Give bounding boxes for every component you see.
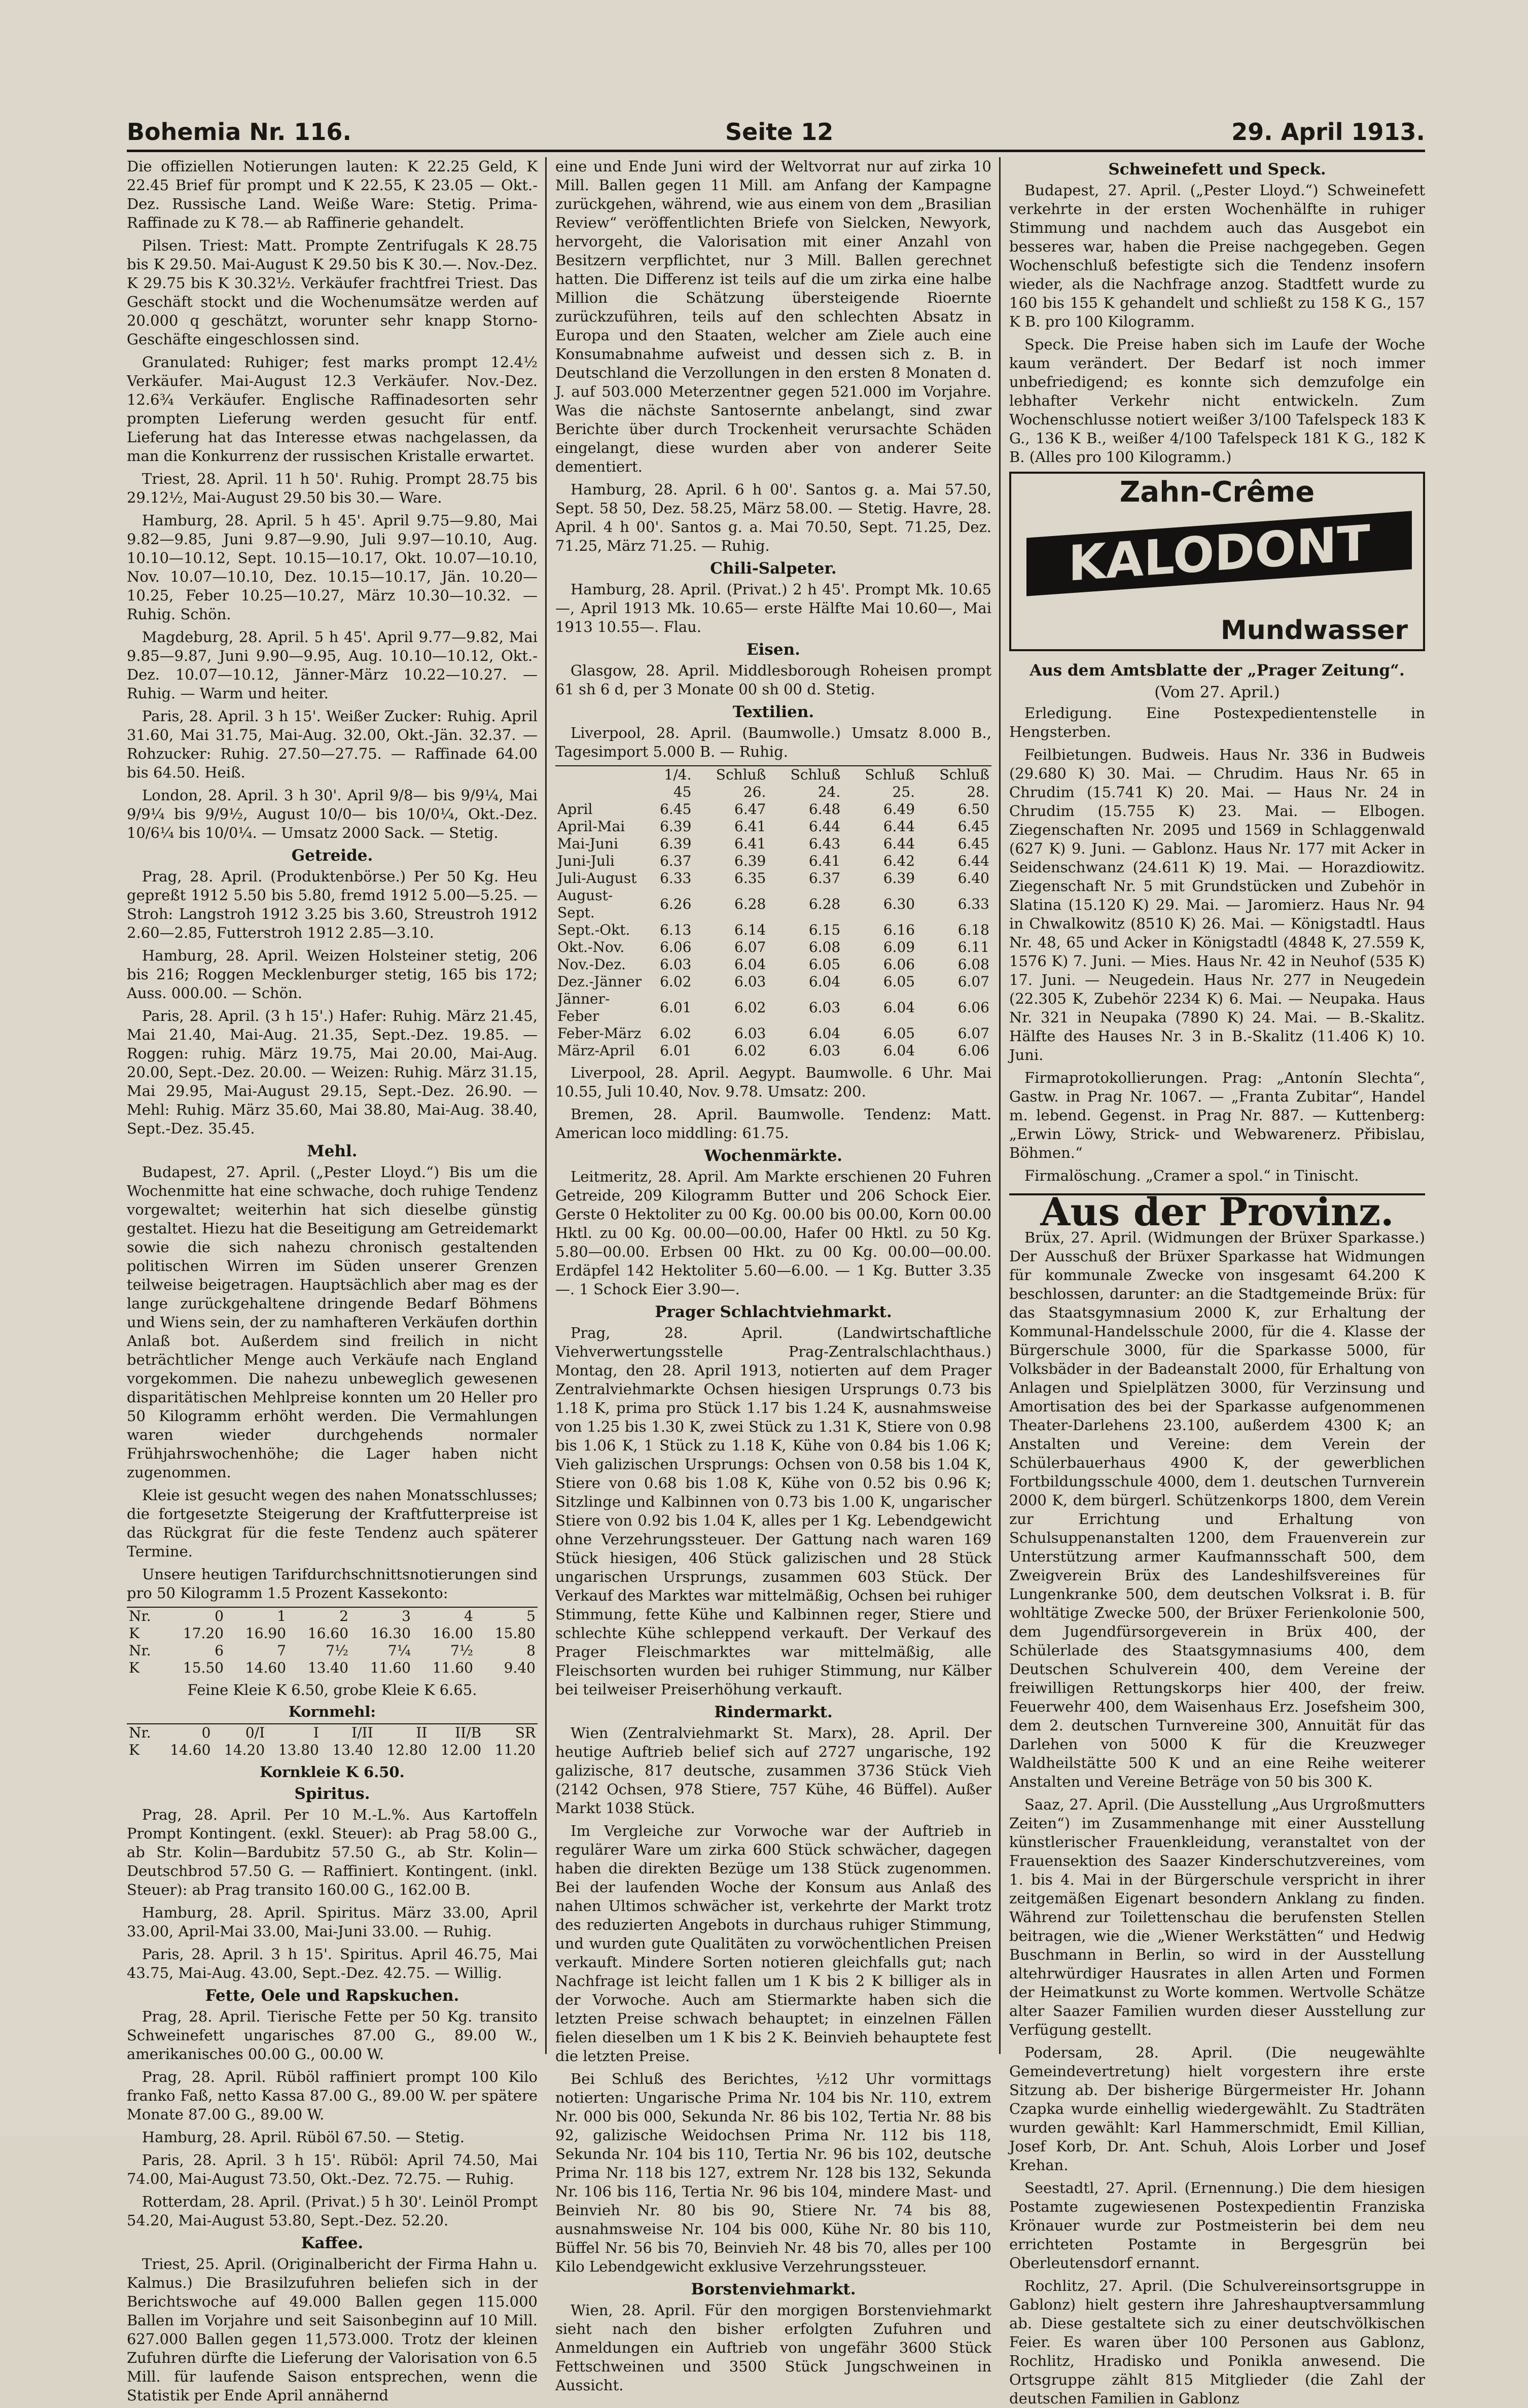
table-row [555, 853, 991, 870]
table-cell: 6.44 [883, 835, 915, 852]
article-paragraph: Triest, 28. April. 11 h 50'. Ruhig. Prompt 28.75 bis 29.12½, Mai-August 29.50 bis 30.— Ware. [127, 470, 538, 506]
table-cell: 6.50 [957, 801, 989, 818]
article-paragraph: Prag, 28. April. (Landwirtschaftliche Viehverwertungsstelle Prag-Zentralschlachthaus.) Montag, den 28. April 1913, notierten auf dem Prager Zentralviehmarkte Ochsen hiesigen Ursprungs 0.73 bis 1.18 K, prima pro Stück 1.17 bis 1.24 K, ausnahmsweise von 1.25 bis 1.30 K, zwei Stück zu 1.31 K, Stiere von 0.98 bis 1.06 K, 1 Stück zu 1.18 K, Kühe von 0.84 bis 1.06 K; Vieh galizischen Ursprungs: Ochsen von 0.58 bis 1.04 K, Stiere von 0.68 bis 1.08 K, Kühe von 0.52 bis 0.96 K; Sitzlinge und Kalbinnen von 0.73 bis 1.00 K, ungarischer Stiere von 0.92 bis 1.04 K, alles per 1 Kg. Lebendgewicht ohne Verzehrungssteuer. Der Gattung nach waren 169 Stück hiesigen, 406 Stück galizischen und 28 Stück ungarischen Ursprungs, zusammen 603 Stück. Der Verkauf des Marktes war mittelmäßig, Ochsen bei ruhiger Stimmung, fette Kühe und Kalbinnen reger, Stiere und schlechte Kühe schleppend verkauft. Der Verkauf des Prager Fleischmarktes war mittelmäßig, alle Fleischsorten wurden bei ruhiger Stimmung, nur Kälber bei teilweiser Preiserhöhung verkauft. [555, 1324, 991, 1698]
table-cell: 6.39 [660, 835, 692, 852]
article-paragraph: Seestadtl, 27. April. (Ernennung.) Die dem hiesigen Postamte zugewiesenen Postexpedientin Franziska Krönauer wurde zur Postmeisterin bei dem neu errichteten Postamte in Bergesgrün bei Oberleutensdorf ernannt. [1009, 2179, 1425, 2272]
article-paragraph: Unsere heutigen Tarifdurchschnittsnotierungen sind pro 50 Kilogramm 1.5 Prozent Kassekonto: [127, 1566, 538, 1602]
table-row: K 14.60 14.20 13.80 13.40 12.80 12.00 11.20 [129, 1742, 536, 1758]
table-cell: 6.47 [734, 801, 766, 818]
table-cell: 6.45 [957, 818, 989, 835]
table-cell: 6.04 [883, 999, 915, 1016]
table-cell: 6.28 [808, 896, 841, 912]
table-row: Nr. 0 1 2 3 4 5 [127, 1607, 538, 1625]
table-cell: 6.26 [660, 896, 692, 912]
table-cell: 6.08 [808, 939, 841, 955]
article-paragraph: Budapest, 27. April. („Pester Lloyd.“) Bis um die Wochenmitte hat eine schwache, doch ruhige Tendenz vorgewaltet; weiterhin hat sich dieselbe günstig gestaltet. Hiezu hat die Beseitigung am Getreidemarkt sowie die sich nahezu chronisch gestaltenden politischen Wirren im Süden unserer Grenzen teilweise beigetragen. Hauptsächlich aber mag es der lange zurückgehaltene dringende Bedarf Böhmens und Wiens sein, der zu namhafteren Verkäufen dorthin Anlaß bot. Außerdem sind freilich in nicht beträchtlicher Menge auch Verkäufe nach England vorgekommen. Die nahezu unbeweglich gewesenen disparitätischen Mehlpreise konnten um 20 Heller pro 50 Kilogramm erhöht werden. Die Vermahlungen waren wieder durchgehends normaler Frühjahrswochenhöhe; die Lager haben nicht zugenommen. [127, 1163, 538, 1481]
column-left [127, 157, 538, 2404]
section-heading: Spiritus. [294, 1785, 370, 1803]
table-cell: 6.02 [660, 1025, 692, 1042]
column-middle [555, 157, 991, 2394]
section-heading: Schweinefett und Speck. [1108, 160, 1326, 179]
table-cell: 6.39 [734, 853, 766, 869]
table-cell: 6.15 [808, 922, 841, 938]
article-paragraph: Speck. Die Preise haben sich im Laufe der Woche kaum verändert. Der Bedarf ist noch immer unbefriedigend; es konnte sich demzufolge ein lebhafter Verkehr nicht entwickeln. Zum Wochenschlusse notiert weißer 3/100 Tafelspeck 183 K G., 136 K B., weißer 4/100 Tafelspeck 181 K G., 182 K B. (Alles pro 100 Kilogramm.) [1009, 336, 1425, 466]
table-row [555, 990, 991, 1025]
section-heading: Mehl. [307, 1142, 358, 1160]
article-paragraph: Liverpool, 28. April. Aegypt. Baumwolle. 6 Uhr. Mai 10.55, Juli 10.40, Nov. 9.78. Umsatz: 200. [555, 1064, 991, 1100]
section-heading: Kaffee. [301, 2234, 364, 2252]
column-divider [999, 157, 1001, 2054]
table-cell: 6.03 [734, 973, 766, 990]
article-paragraph: Pilsen. Triest: Matt. Prompte Zentrifugals K 28.75 bis K 29.50. Mai-August K 29.50 bis K 30.—. Nov.-Dez. K 29.75 bis K 30.32½. Verkäufer frachtfrei Triest. Das Geschäft stockt und die Wochenumsätze werden auf 20.000 q geschätzt, worunter sehr knapp Storno-Geschäfte eingeschlossen sind. [127, 237, 538, 348]
article-paragraph: Prag, 28. April. Tierische Fette per 50 Kg. transito Schweinefett ungarisches 87.00 G., 89.00 W., amerikanisches 00.00 G., 00.00 W. [127, 2008, 538, 2063]
article-paragraph: Liverpool, 28. April. (Baumwolle.) Umsatz 8.000 B., Tagesimport 5.000 B. — Ruhig. [555, 724, 991, 760]
table-row: K 15.50 14.60 13.40 11.60 11.60 9.40 [129, 1659, 536, 1676]
article-paragraph: Wien, 28. April. Für den morgigen Borstenviehmarkt sieht nach den bisher erfolgten Zufuhren und Anmeldungen ein Auftrieb von ungefähr 3600 Stück Fettschweinen und 3500 Stück Jungschweinen in Aussicht. [555, 2301, 991, 2394]
article-paragraph: Firmalöschung. „Cramer a spol.“ in Tinischt. [1024, 1167, 1359, 1184]
table-caption: Feine Kleie K 6.50, grobe Kleie K 6.65. [187, 1681, 477, 1698]
table-cell: 6.08 [957, 956, 989, 973]
article-paragraph: Firmaprotokollierungen. Prag: „Antonín Slechta“, Gastw. in Prag Nr. 1067. — „Franta Zubitar“, Handel m. lebend. Gegenst. in Prag Nr. 887. — Kuttenberg: „Erwin Löwy, Strick- und Webwarenerz. Přibislau, Böhmen.“ [1009, 1069, 1425, 1161]
article-paragraph: Rochlitz, 27. April. (Die Schulvereinsortsgruppe in Gablonz) hielt gestern ihre Jahreshauptversammlung ab. Diese gestaltete sich zu einer deutschvölkischen Feier. Es waren über 100 Personen aus Gablonz, Rochlitz, Hradisko und Ponikla anwesend. Die Ortsgruppe zählt 815 Mitglieder (die Zahl der deutschen Familien in Gablonz [1009, 2277, 1425, 2407]
table-cell: 6.35 [734, 870, 766, 887]
table-cell: 6.33 [957, 896, 989, 912]
kalodont-advertisement [1009, 472, 1425, 651]
article-paragraph: Granulated: Ruhiger; fest marks prompt 12.4½ Verkäufer. Mai-August 12.3 Verkäufer. Nov.-Dez. 12.6¾ Verkäufer. Englische Raffinadesorten sehr prompten Lieferung werden gesucht für entf. Lieferung hat das Interesse etwas nachgelassen, da man die Konkurrenz der russischen Kristalle erwartet. [127, 353, 538, 465]
table-cell: 6.28 [734, 896, 766, 912]
article-paragraph: Prag, 28. April. (Produktenbörse.) Per 50 Kg. Heu gepreßt 1912 5.50 bis 5.80, fremd 1912 5.00—5.25. — Stroh: Langstroh 1912 3.25 bis 3.60, Streustroh 1912 2.60—2.85, Futterstroh 1912 2.85—3.10. [127, 868, 538, 941]
table-cell: 6.06 [883, 956, 915, 973]
section-heading: Getreide. [291, 846, 373, 865]
table-cell: 6.05 [883, 1025, 915, 1042]
table-cell: 6.03 [808, 999, 841, 1016]
rye-flour-table [127, 1723, 538, 1759]
table-cell: 6.16 [883, 922, 915, 938]
article-paragraph: Brüx, 27. April. (Widmungen der Brüxer Sparkasse.) Der Ausschuß der Brüxer Sparkasse hat Widmungen für kommunale Zwecke von insgesamt 64.200 K beschlossen, darunter: an die Stadtgemeinde Brüx: für das Staatsgymnasium 2000 K, zur Erhaltung der Kommunal-Handelsschule 2000, für die 4. Klasse der Bürgerschule 3000, für die Sparkasse 5000, für Volksbäder in der Badeanstalt 2000, für Erhaltung von Anlagen und Spielplätzen 3000, für Verzinsung und Amortisation des bei der Sparkasse aufgenommenen Theater-Darlehens 23.100, außerdem 4300 K; an Anstalten und Vereine: dem Verein der Schülerbauerhaus 4900 K, der gewerblichen Fortbildungsschule 4000, dem 1. deutschen Turnverein 2000 K, dem bürgerl. Schützenkorps 1800, dem Verein zur Errichtung und Erhaltung von Schulsuppenanstalten 1200, dem Frauenverein zur Unterstützung armer Kaufmannsschaft 500, dem Zweigverein Brüx des Landeshilfsvereines für Lungenkranke 500, dem deutschen Volksrat i. B. für wohltätige Zwecke 500, der Brüxer Ferienkolonie 500, dem Jugendfürsorgeverein in Brüx 400, der Schülerlade des Staatsgymnasiums 400, dem Deutschen Schulverein 400, dem Vereine der freiwilligen Rettungskorps hier 400, der freiw. Feuerwehr 400, dem Waisenhaus Erz. Josefsheim 300, dem 2. deutschen Turnvereine 300, Annuität für das Darlehen von 5000 K für die Kreuzweger Waldheilstätte 500 K und an eine Reihe weiterer Anstalten und Vereine Beträge von 50 bis 300 K. [1009, 1229, 1425, 1790]
table-cell: April-Mai [557, 818, 625, 835]
table-row [555, 801, 991, 818]
table-cell: 6.13 [660, 922, 692, 938]
table-cell: 6.37 [808, 870, 841, 887]
table-cell: 6.30 [883, 896, 915, 912]
table-row: K 17.20 16.90 16.60 16.30 16.00 15.80 [129, 1625, 536, 1642]
table-caption: Kornkleie K 6.50. [260, 1763, 405, 1781]
table-row [555, 973, 991, 990]
article-paragraph: Magdeburg, 28. April. 5 h 45'. April 9.77—9.82, Mai 9.85—9.87, Juni 9.90—9.95, Aug. 10.10—10.12, Okt.-Dez. 10.07—10.12, Jänner-März 10.22—10.27. — Ruhig. — Warm und heiter. [127, 628, 538, 702]
article-paragraph: Prag, 28. April. Rüböl raffiniert prompt 100 Kilo franko Faß, netto Kassa 87.00 G., 89.00 W. per spätere Monate 87.00 G., 89.00 W. [127, 2068, 538, 2123]
article-paragraph: Leitmeritz, 28. April. Am Markte erschienen 20 Fuhren Getreide, 209 Kilogramm Butter und 206 Schock Eier. Gerste 0 Hektoliter zu 00 Kg. 00.00 bis 00.00, Korn 00.00 Hktl. zu 00 Kg. 00.00—00.00, Hafer 00 Hktl. zu 50 Kg. 5.80—00.00. Erbsen 00 Hkt. zu 00 Kg. 00.00—00.00. Erdäpfel 142 Hektoliter 5.60—6.00. — 1 Kg. Butter 3.35—. 1 Schock Eier 3.90—. [555, 1168, 991, 1298]
table-cell: 6.41 [734, 818, 766, 835]
section-subheading: (Vom 27. April.) [1154, 683, 1280, 701]
article-paragraph: Glasgow, 28. April. Middlesborough Roheisen prompt 61 sh 6 d, per 3 Monate 00 sh 00 d. Stetig. [555, 662, 991, 698]
table-cell: 6.39 [883, 870, 915, 887]
article-paragraph: Feilbietungen. Budweis. Haus Nr. 336 in Budweis (29.680 K) 30. Mai. — Chrudim. Haus Nr. 65 in Chrudim (15.741 K) 20. Mai. — Haus Nr. 24 in Chrudim (15.755 K) 23. Mai. — Elbogen. Ziegenschaften Nr. 2095 und 1569 in Schlaggenwald (627 K) 9. Juni. — Gablonz. Haus Nr. 177 mit Acker in Seidenschwanz (24.611 K) 19. Mai. — Horazdiowitz. Ziegenschaft Nr. 5 mit Grundstücken und Zubehör in Slatina (15.120 K) 29. Mai. — Jaromierz. Haus Nr. 94 in Chwalkowitz (8510 K) 26. Mai. — Königstadtl. Haus Nr. 48, 65 und Acker in Königstadtl (4848 K, 27.559 K, 1576 K) 7. Juni. — Mies. Haus Nr. 42 in Neuhof (535 K) 17. Juni. — Neugedein. Haus Nr. 277 in Neugedein (22.305 K, Zubehör 2234 K) 6. Mai. — Neupaka. Haus Nr. 321 in Neupaka (7890 K) 24. Mai. — B.-Skalitz. Hälfte des Hauses Nr. 3 in B.-Skalitz (11.406 K) 10. Juni. [1009, 746, 1425, 1064]
table-cell: 6.05 [808, 956, 841, 973]
table-cell: 6.49 [883, 801, 915, 818]
table-cell: 6.33 [660, 870, 692, 887]
table-cell: 6.40 [957, 870, 989, 887]
table-cell: 6.44 [808, 818, 841, 835]
table-cell: April [557, 801, 593, 818]
table-row [555, 818, 991, 835]
article-paragraph: Erledigung. Eine Postexpedientenstelle in Hengsterben. [1009, 704, 1425, 740]
column-divider [545, 157, 547, 2054]
table-cell: Nov.-Dez. [557, 956, 626, 973]
article-paragraph: Wien (Zentralviehmarkt St. Marx), 28. April. Der heutige Auftrieb belief sich auf 2727 ungarische, 192 galizische, 817 deutsche, zusammen 3736 Stück Vieh (2142 Ochsen, 978 Stiere, 757 Kühe, 46 Büffel). Außer Markt 1038 Stück. [555, 1724, 991, 1817]
section-heading: Fette, Oele und Rapskuchen. [205, 1987, 459, 2005]
table-cell: 6.45 [660, 801, 692, 818]
table-row: 1/4. 45 Schluß 26. Schluß 24. Schluß 25. Schluß 28. [555, 766, 991, 801]
ad-tagline: Mundwasser [1221, 615, 1408, 646]
table-cell: 6.11 [957, 939, 989, 955]
table-cell: 6.04 [883, 1042, 915, 1059]
table-cell: 6.01 [660, 999, 692, 1016]
section-heading: Aus dem Amtsblatte der „Prager Zeitung“. [1029, 661, 1405, 680]
page-header [127, 114, 1425, 152]
article-paragraph: Hamburg, 28. April. Spiritus. März 33.00, April 33.00, April-Mai 33.00, Mai-Juni 33.00. — Ruhig. [127, 1904, 538, 1940]
table-row [555, 870, 991, 887]
table-row [555, 1025, 991, 1042]
table-cell: 6.04 [734, 956, 766, 973]
article-paragraph: Hamburg, 28. April. 6 h 00'. Santos g. a. Mai 57.50, Sept. 58 50, Dez. 58.25, März 58.00. — Stetig. Havre, 28. April. 4 h 00'. Santos g. a. Mai 70.50, Sept. 71.25, Dez. 71.25, März 71.25. — Ruhig. [555, 481, 991, 554]
ad-headline: Zahn-Crême [1119, 476, 1315, 509]
table-cell: 6.07 [734, 939, 766, 955]
article-paragraph: Saaz, 27. April. (Die Ausstellung „Aus Urgroßmutters Zeiten“) im Zusammenhange mit einer Ausstellung künstlerischer Frauenkleidung, veranstaltet von der Frauensektion des Saazer Kinderschutzvereines, vom 1. bis 4. Mai in der Bürgerschule verspricht in ihrer zeitgemäßen Eigenart besondern Anklang zu finden. Während zur Toilettenschau die berufensten Stellen beitragen, wie die „Wiener Werkstätten“ und Hedwig Buschmann in Berlin, so wird in der Ausstellung altehrwürdiger Hausrates in allen Arten und Formen der Heimatkunst zu Worte kommen. Wertvolle Schätze alter Saazer Familien wurden dieser Ausstellung zur Verfügung gestellt. [1009, 1796, 1425, 2038]
table-cell: 6.43 [808, 835, 841, 852]
article-paragraph: Hamburg, 28. April. Weizen Holsteiner stetig, 206 bis 216; Roggen Mecklenburger stetig, 165 bis 172; Auss. 000.00. — Schön. [127, 947, 538, 1002]
table-cell: 6.01 [660, 1042, 692, 1059]
article-paragraph: Prag, 28. April. Per 10 M.-L.%. Aus Kartoffeln Prompt Kontingent. (exkl. Steuer): ab Prag 58.00 G., ab Str. Kolin—Bardubitz 57.50 G., ab Str. Kolin—Deutschbrod 57.50 G. — Raffiniert. Kontingent. (inkl. Steuer): ab Prag transito 160.00 G., 162.00 B. [127, 1806, 538, 1898]
section-heading: Textilien. [732, 703, 814, 721]
cotton-price-table [555, 765, 991, 1059]
table-cell: 6.37 [660, 853, 692, 869]
masthead-issue: Bohemia Nr. 116. [127, 118, 351, 146]
table-row [555, 887, 991, 922]
flour-price-table [127, 1607, 538, 1677]
table-cell: März-April [557, 1042, 635, 1059]
article-paragraph: Budapest, 27. April. („Pester Lloyd.“) Schweinefett verkehrte in der ersten Wochenhälfte in ruhiger Stimmung und nachdem auch das Ausgebot ein besseres war, haben die Preise nachgegeben. Gegen Wochenschluß befestigte sich die Tendenz insofern wieder, als die Nachfrage anzog. Stadtfett wurde zu 160 bis 155 K gehandelt und schließt zu 158 K G., 157 K B. pro 100 Kilogramm. [1009, 182, 1425, 330]
column-right [1009, 157, 1425, 2407]
section-heading: Borstenviehmarkt. [691, 2280, 856, 2298]
article-paragraph: Paris, 28. April. 3 h 15'. Rüböl: April 74.50, Mai 74.00, Mai-August 73.50, Okt.-Dez. 72.75. — Ruhig. [127, 2151, 538, 2187]
table-cell: 6.07 [957, 1025, 989, 1042]
table-cell: 6.14 [734, 922, 766, 938]
table-cell: 6.41 [734, 835, 766, 852]
table-cell: 6.06 [957, 1042, 989, 1059]
article-paragraph: Bei Schluß des Berichtes, ½12 Uhr vormittags notierten: Ungarische Prima Nr. 104 bis Nr. 110, extrem Nr. 000 bis 000, Sekunda Nr. 86 bis 102, Tertia Nr. 88 bis 92, galizische Weidochsen Prima Nr. 112 bis 118, Sekunda Nr. 104 bis 110, Tertia Nr. 96 bis 102, deutsche Prima Nr. 118 bis 127, extrem Nr. 128 bis 132, Sekunda Nr. 106 bis 116, Tertia Nr. 96 bis 104, mindere Mast- und Beinvieh Nr. 80 bis 90, Stiere Nr. 74 bis 88, ausnahmsweise Nr. 104 bis 000, Kühe Nr. 80 bis 110, Büffel Nr. 56 bis 70, Beinvieh Nr. 48 bis 70, alles per 100 Kilo Lebendgewicht exklusive Verzehrungssteuer. [555, 2070, 991, 2275]
table-caption: Kornmehl: [288, 1703, 376, 1720]
table-cell: 6.02 [734, 999, 766, 1016]
article-paragraph: Paris, 28. April. 3 h 15'. Spiritus. April 46.75, Mai 43.75, Mai-Aug. 43.00, Sept.-Dez. 42.75. — Willig. [127, 1945, 538, 1981]
table-cell: 6.04 [808, 973, 841, 990]
table-row: Nr. 6 7 7½ 7¼ 7½ 8 [129, 1642, 536, 1659]
table-cell: Okt.-Nov. [557, 939, 625, 955]
table-cell: 6.09 [883, 939, 915, 955]
table-cell: Dez.-Jänner [557, 973, 642, 990]
article-paragraph: Kleie ist gesucht wegen des nahen Monatsschlusses; die fortgesetzte Steigerung der Kraftfutterpreise ist das Rückgrat für die feste Tendenz auch späterer Termine. [127, 1486, 538, 1560]
article-paragraph: Hamburg, 28. April. Rüböl 67.50. — Stetig. [142, 2129, 465, 2146]
article-paragraph: Podersam, 28. April. (Die neugewählte Gemeindevertretung) hielt vorgestern ihre erste Sitzung ab. Der bisherige Bürgermeister Hr. Johann Czapka wurde einhellig wiedergewählt. Zu Stadträten wurden gewählt: Karl Hammerschmidt, Emil Killian, Josef Korb, Dr. Ant. Schuh, Alois Lorber und Josef Krehan. [1009, 2044, 1425, 2174]
table-cell: Jänner-Feber [557, 990, 610, 1024]
table-row [555, 939, 991, 956]
article-paragraph: Die offiziellen Notierungen lauten: K 22.25 Geld, K 22.45 Brief für prompt und K 22.55, K 23.05 — Okt.-Dez. Russische Land. Weiße Ware: Stetig. Prima-Raffinade zu K 78.— ab Raffinerie gehandelt. [127, 158, 538, 231]
table-cell: 6.06 [957, 999, 989, 1016]
table-cell: 6.02 [660, 973, 692, 990]
table-cell: 6.03 [734, 1025, 766, 1042]
ad-brand-logo: KALODONT [1026, 511, 1412, 596]
article-paragraph: Hamburg, 28. April. (Privat.) 2 h 45'. Prompt Mk. 10.65—, April 1913 Mk. 10.65— erste Hälfte Mai 10.60—, Mai 1913 10.55—. Flau. [555, 581, 991, 635]
table-cell: Feber-März [557, 1025, 642, 1042]
table-cell: 6.39 [660, 818, 692, 835]
table-cell: 6.07 [957, 973, 989, 990]
article-paragraph: Im Vergleiche zur Vorwoche war der Auftrieb in regulärer Ware um zirka 600 Stück schwächer, dagegen haben die direkten Bezüge um 138 Stück zugenommen. Bei der laufenden Woche der Konsum aus Anlaß des nahen Ultimos schwächer ist, verkehrte der Markt trotz des reduzierten Angebots in durchaus ruhiger Stimmung, und wurden gute Qualitäten zu vorwöchentlichen Preisen verkauft. Mindere Sorten notieren gleichfalls gut; nach Nachfrage ist leicht fallen um 1 K bis 2 K billiger als in der Vorwoche. Auch am Stiermarkte haben sich die letzten Preise schwach behauptet; in einzelnen Fällen fielen dieselben um 1 K bis 2 K. Beinvieh behauptete fest die letzten Preise. [555, 1822, 991, 2065]
table-row [555, 835, 991, 853]
page-number: Seite 12 [725, 118, 834, 146]
table-cell: 6.45 [957, 835, 989, 852]
article-paragraph: Paris, 28. April. 3 h 15'. Weißer Zucker: Ruhig. April 31.60, Mai 31.75, Mai-Aug. 32.00, Okt.-Jän. 32.37. — Rohzucker: Ruhig. 27.50—27.75. — Raffinade 64.00 bis 64.50. Heiß. [127, 707, 538, 781]
table-cell: 6.04 [808, 1025, 841, 1042]
table-cell: 6.03 [808, 1042, 841, 1059]
article-paragraph: Bremen, 28. April. Baumwolle. Tendenz: Matt. American loco middling: 61.75. [555, 1106, 991, 1142]
table-cell: August-Sept. [557, 887, 613, 921]
article-paragraph: Hamburg, 28. April. 5 h 45'. April 9.75—9.80, Mai 9.82—9.85, Juni 9.87—9.90, Juli 9.97—10.10, Aug. 10.10—10.12, Sept. 10.15—10.17, Okt. 10.07—10.10, Nov. 10.07—10.10, Dez. 10.15—10.17, Jän. 10.20—10.25, Feber 10.25—10.27, März 10.30—10.32. — Ruhig. Schön. [127, 512, 538, 623]
article-paragraph: Paris, 28. April. (3 h 15'.) Hafer: Ruhig. März 21.45, Mai 21.40, Mai-Aug. 21.35, Sept.-Dez. 19.85. — Roggen: ruhig. März 19.75, Mai 20.00, Mai-Aug. 20.00, Sept.-Dez. 20.00. — Weizen: Ruhig. März 31.15, Mai 29.95, Mai-August 29.15, Sept.-Dez. 26.90. — Mehl: Ruhig. März 35.60, Mai 38.80, Mai-Aug. 38.40, Sept.-Dez. 35.45. [127, 1007, 538, 1137]
table-row: Nr. 0 0/I I I/II II II/B SR [127, 1724, 538, 1742]
article-paragraph: London, 28. April. 3 h 30'. April 9/8— bis 9/9¼, Mai 9/9¼ bis 9/9½, August 10/0— bis 10/0¼, Okt.-Dez. 10/6¼ bis 10/0¼. — Umsatz 2000 Sack. — Stetig. [127, 787, 538, 841]
table-row [555, 922, 991, 939]
table-cell: 6.05 [883, 973, 915, 990]
issue-date: 29. April 1913. [1231, 118, 1425, 146]
table-cell: 6.03 [660, 956, 692, 973]
section-heading: Eisen. [747, 641, 800, 659]
table-row [555, 956, 991, 973]
section-heading: Rindermarkt. [714, 1703, 833, 1721]
table-cell: Juli-August [557, 870, 637, 887]
article-paragraph: Rotterdam, 28. April. (Privat.) 5 h 30'. Leinöl Prompt 54.20, Mai-August 53.80, Sept.-Dez. 52.20. [127, 2193, 538, 2229]
section-title-provinz: Aus der Provinz. [1009, 1193, 1425, 1221]
table-cell: Juni-Juli [557, 853, 615, 869]
table-cell: 6.44 [883, 818, 915, 835]
table-cell: Sept.-Okt. [557, 922, 630, 938]
article-paragraph: eine und Ende Juni wird der Weltvorrat nur auf zirka 10 Mill. Ballen gegen 11 Mill. am Anfang der Kampagne zurückgehen, während, wie aus einem von dem „Brasilian Review“ veröffentlichten Briefe von Sielcken, Newyork, hervorgeht, die Valorisation mit einer Anzahl von Besitzern verpflichtet, nur 3 Mill. Ballen gerechnet hatten. Die Differenz ist teils auf die um zirka eine halbe Million die Schätzung übersteigende Rioernte zurückzuführen, teils auf den schlechten Absatz in Europa und den Staaten, welcher am Ziele auch eine Konsumabnahme aufweist und dessen sich z. B. in Deutschland die Verzollungen in den ersten 8 Monaten d. J. auf 503.000 Meterzentner gegen 521.000 im Vorjahre. Was die nächste Santosernte anbelangt, sind zwar Berichte über durch Trockenheit verursachte Schäden eingelangt, diese wurden aber von anderer Seite dementiert. [555, 158, 991, 475]
table-cell: 6.42 [883, 853, 915, 869]
table-cell: 6.44 [957, 853, 989, 869]
section-heading: Wochenmärkte. [704, 1147, 843, 1165]
article-paragraph: Triest, 25. April. (Originalbericht der Firma Hahn u. Kalmus.) Die Brasilzufuhren beliefen sich in der Berichtswoche auf 49.000 Ballen gegen 115.000 Ballen im Vorjahre und seit Saisonbeginn auf 10 Mill. 627.000 Ballen gegen 11,573.000. Trotz der kleinen Zufuhren dürfte die Lieferung der Valorisation von 6.5 Mill. für laufende Saison entsprechen, wenn die Statistik per Ende April annähernd [127, 2255, 538, 2404]
section-heading: Chili-Salpeter. [710, 559, 837, 578]
section-heading: Prager Schlachtviehmarkt. [655, 1303, 892, 1321]
table-row [555, 1042, 991, 1059]
table-cell: 6.06 [660, 939, 692, 955]
table-cell: 6.18 [957, 922, 989, 938]
table-cell: Mai-Juni [557, 835, 619, 852]
table-cell: 6.02 [734, 1042, 766, 1059]
table-cell: 6.41 [808, 853, 841, 869]
table-cell: 6.48 [808, 801, 841, 818]
